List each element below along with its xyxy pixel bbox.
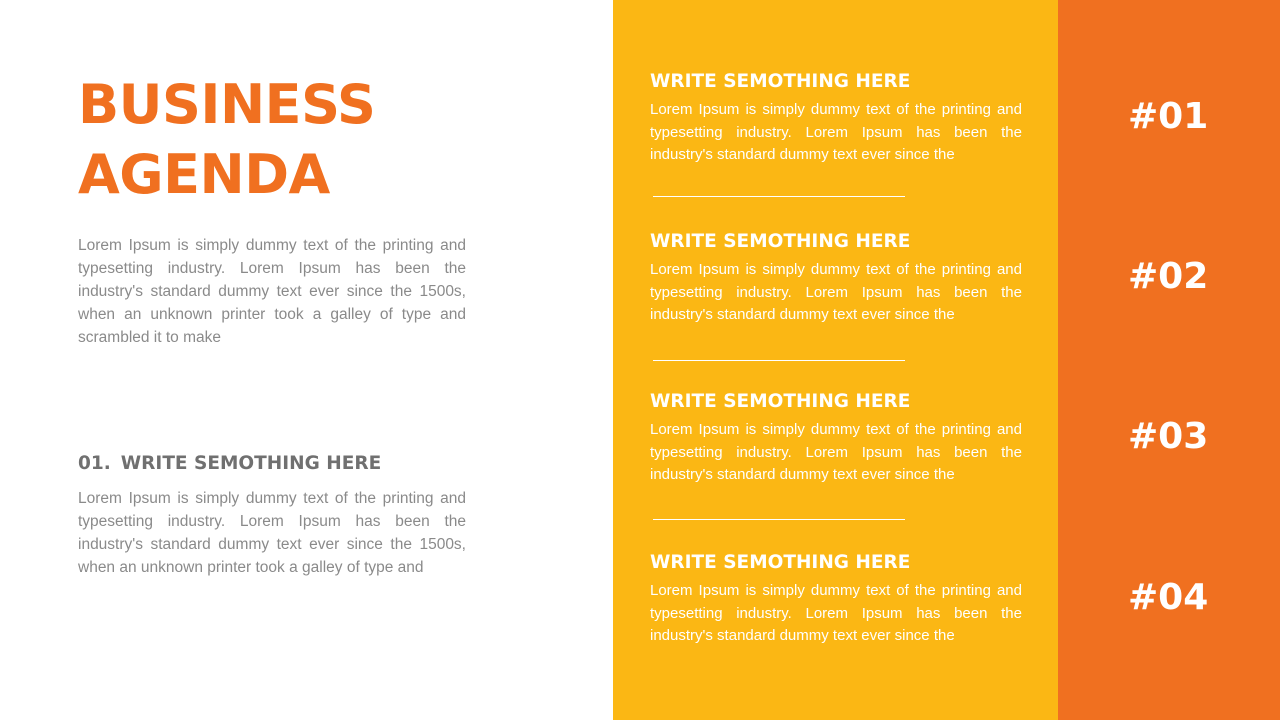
title-line-2: AGENDA bbox=[78, 143, 330, 206]
agenda-item-title: WRITE SEMOTHING HERE bbox=[650, 231, 911, 252]
agenda-panel bbox=[613, 0, 1058, 720]
agenda-item-body: Lorem Ipsum is simply dummy text of the printing and typesetting industry. Lorem Ipsum has been the industry's standard dummy text ever since the bbox=[650, 582, 1022, 644]
agenda-item-1 bbox=[650, 70, 1022, 167]
item-number-4: #04 bbox=[1128, 577, 1209, 618]
agenda-item-title: WRITE SEMOTHING HERE bbox=[650, 552, 911, 573]
intro-paragraph: Lorem Ipsum is simply dummy text of the printing and typesetting industry. Lorem Ipsum has been the industry's standard dummy text ever since the 1500s, when an unknown printer took a galley of type and scrambled it to make bbox=[78, 237, 466, 346]
agenda-item-title: WRITE SEMOTHING HERE bbox=[650, 71, 911, 92]
agenda-item-3 bbox=[650, 390, 1022, 487]
section-body: Lorem Ipsum is simply dummy text of the printing and typesetting industry. Lorem Ipsum has been the industry's standard dummy text ever since the 1500s, when an unknown printer took a galley of type and bbox=[78, 490, 466, 576]
agenda-item-4 bbox=[650, 551, 1022, 648]
agenda-item-body: Lorem Ipsum is simply dummy text of the printing and typesetting industry. Lorem Ipsum has been the industry's standard dummy text ever since the bbox=[650, 421, 1022, 483]
divider bbox=[653, 360, 905, 361]
slide-title bbox=[78, 70, 375, 210]
number-strip bbox=[1058, 0, 1280, 720]
title-line-1: BUSINESS bbox=[78, 73, 376, 136]
agenda-item-title: WRITE SEMOTHING HERE bbox=[650, 391, 911, 412]
divider bbox=[653, 196, 905, 197]
agenda-item-2 bbox=[650, 230, 1022, 327]
section-number: 01. bbox=[78, 453, 111, 474]
item-number-2: #02 bbox=[1128, 256, 1209, 297]
agenda-item-body: Lorem Ipsum is simply dummy text of the printing and typesetting industry. Lorem Ipsum has been the industry's standard dummy text ever since the bbox=[650, 261, 1022, 323]
item-number-1: #01 bbox=[1128, 96, 1209, 137]
item-number-3: #03 bbox=[1128, 416, 1209, 457]
agenda-item-body: Lorem Ipsum is simply dummy text of the printing and typesetting industry. Lorem Ipsum has been the industry's standard dummy text ever since the bbox=[650, 101, 1022, 163]
section-heading bbox=[78, 451, 381, 477]
section-heading-text: WRITE SEMOTHING HERE bbox=[120, 453, 382, 474]
left-column bbox=[78, 0, 466, 720]
divider bbox=[653, 519, 905, 520]
